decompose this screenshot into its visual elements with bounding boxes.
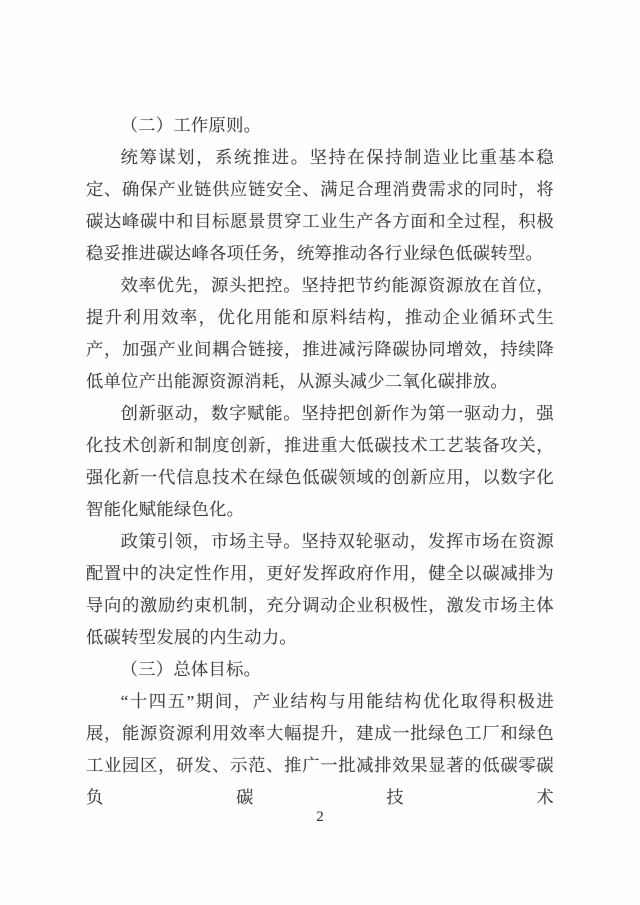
section-heading-work-principles: （二）工作原则。 — [120, 116, 262, 135]
paragraph-efficiency-first: 效率优先，源头把控。坚持把节约能源资源放在首位，提升利用效率，优化用能和原料结构，推动企业循环式生产，加强产业间耦合链接，推进减污降碳协同增效，持续降低单位产出能源资源消耗，从源头减少二氧化碳排放。 — [86, 276, 554, 391]
paragraph-innovation-driven: 创新驱动，数字赋能。坚持把创新作为第一驱动力，强化技术创新和制度创新，推进重大低碳技术工艺装备攻关，强化新一代信息技术在绿色低碳领域的创新应用，以数字化智能化赋能绿色化。 — [86, 404, 554, 519]
page-number: 2 — [316, 809, 324, 825]
paragraph-14th-five-year-goals: “十四五”期间，产业结构与用能结构优化取得积极进展，能源资源利用效率大幅提升，建成一批绿色工厂和绿色工业园区，研发、示范、推广一批减排效果显著的低碳零碳负碳技术 — [86, 692, 554, 807]
paragraph-policy-guidance: 政策引领，市场主导。坚持双轮驱动，发挥市场在资源配置中的决定性作用，更好发挥政府作用，健全以碳减排为导向的激励约束机制，充分调动企业积极性，激发市场主体低碳转型发展的内生动力。 — [86, 532, 554, 647]
paragraph-overall-planning: 统筹谋划，系统推进。坚持在保持制造业比重基本稳定、确保产业链供应链安全、满足合理消费需求的同时，将碳达峰碳中和目标愿景贯穿工业生产各方面和全过程，积极稳妥推进碳达峰各项任务，统筹推动各行业绿色低碳转型。 — [86, 148, 554, 263]
document-body — [86, 110, 554, 814]
section-heading-overall-goals: （三）总体目标。 — [120, 660, 262, 679]
